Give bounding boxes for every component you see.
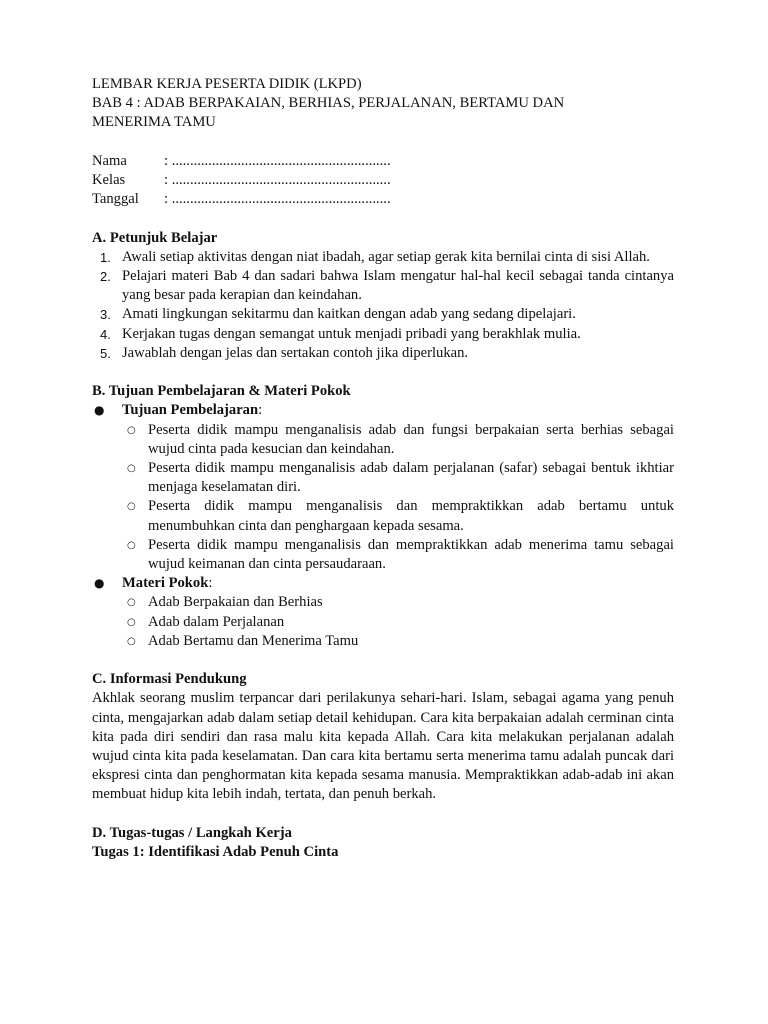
circle-bullet-icon: ○ [127, 635, 136, 647]
identity-row-nama [92, 152, 674, 171]
bullet-icon: ● [94, 403, 105, 418]
circle-bullet-icon: ○ [127, 424, 136, 436]
list-item [92, 344, 674, 363]
colon: : [258, 402, 263, 419]
section-d-heading: D. Tugas-tugas / Langkah Kerja [92, 824, 292, 841]
worksheet-page [92, 75, 674, 862]
list-item [92, 325, 674, 344]
identity-row-kelas [92, 171, 674, 190]
sub-list-text: Peserta didik mampu menganalisis adab dan fungsi berpakaian serta berhias sebagai wujud cinta pada kesucian dan keindahan. [148, 421, 674, 457]
tujuan-label: Tujuan Pembelajaran [122, 402, 259, 419]
tujuan-sublist [122, 421, 674, 575]
sub-list-text: Adab Berpakaian dan Berhias [148, 594, 323, 611]
chapter-title-line2: MENERIMA TAMU [92, 114, 216, 131]
sub-list-item [122, 632, 674, 651]
identity-block [92, 152, 674, 210]
colon: : [208, 575, 213, 592]
identity-blank: : ............................................................ [164, 191, 391, 208]
materi-sublist [122, 593, 674, 651]
list-number: 1. [100, 249, 111, 265]
sub-list-text: Adab dalam Perjalanan [148, 613, 285, 630]
sub-list-item [122, 421, 674, 459]
sub-list-text: Peserta didik mampu menganalisis dan mempraktikkan adab menerima tamu sebagai wujud keimanan dan cinta persaudaraan. [148, 536, 674, 573]
chapter-title-line1: BAB 4 : ADAB BERPAKAIAN, BERHIAS, PERJALANAN, BERTAMU DAN [92, 95, 565, 112]
tujuan-item [92, 401, 674, 574]
list-item [92, 305, 674, 324]
circle-bullet-icon: ○ [127, 539, 136, 551]
list-number: 3. [100, 307, 111, 323]
identity-label: Kelas [92, 172, 126, 188]
sub-list-item [122, 497, 674, 535]
identity-label: Tanggal [92, 191, 139, 208]
sub-list-item [122, 613, 674, 632]
circle-bullet-icon: ○ [127, 501, 136, 513]
list-item [92, 267, 674, 305]
sub-list-text: Peserta didik mampu menganalisis dan mempraktikkan adab bertamu untuk menumbuhkan cinta dan penghargaan kepada sesama. [148, 498, 674, 534]
sub-list-item [122, 459, 674, 497]
section-c-heading: C. Informasi Pendukung [92, 671, 247, 688]
circle-bullet-icon: ○ [127, 463, 136, 475]
identity-row-tanggal [92, 190, 674, 209]
circle-bullet-icon: ○ [127, 616, 136, 628]
circle-bullet-icon: ○ [127, 597, 136, 609]
petunjuk-list [92, 248, 674, 363]
list-item-text: Amati lingkungan sekitarmu dan kaitkan dengan adab yang sedang dipelajari. [122, 306, 576, 323]
document-title: LEMBAR KERJA PESERTA DIDIK (LKPD) [92, 76, 362, 92]
list-number: 2. [100, 269, 111, 284]
list-item-text: Jawablah dengan jelas dan sertakan contoh jika diperlukan. [122, 344, 469, 361]
list-item-text: Kerjakan tugas dengan semangat untuk menjadi pribadi yang berakhlak mulia. [122, 325, 581, 342]
sub-list-text: Peserta didik mampu menganalisis adab dalam perjalanan (safar) sebagai bentuk ikhtiar menjaga keselamatan diri. [148, 460, 674, 496]
sub-list-text: Adab Bertamu dan Menerima Tamu [148, 632, 359, 649]
identity-label: Nama [92, 152, 127, 169]
list-number: 5. [100, 345, 111, 361]
list-item-text: Pelajari materi Bab 4 dan sadari bahwa Islam mengatur hal-hal kecil sebagai tanda cintanya yang besar pada kerapian dan keindahan. [122, 268, 674, 304]
sub-list-item [122, 593, 674, 612]
sub-list-item [122, 536, 674, 574]
identity-blank: : ............................................................ [164, 172, 391, 188]
materi-item [92, 574, 674, 651]
section-c-paragraph: Akhlak seorang muslim terpancar dari perilakunya sehari-hari. Islam, sebagai agama yang penuh cinta, mengajarkan adab dalam setiap detail kehidupan. Cara kita berpakaian adalah cerminan cinta kita pada diri sendiri dan rasa malu kita kepada Allah. Cara kita melakukan perjalanan adalah wujud cinta kita pada keselamatan. Dan cara kita bertamu serta menerima tamu adalah puncak dari ekspresi cinta dan penghormatan kita kepada sesama manusia. Mempraktikkan adab-adab ini akan membuat hidup kita lebih indah, tertata, dan penuh berkah. [92, 690, 674, 803]
section-b-heading: B. Tujuan Pembelajaran & Materi Pokok [92, 383, 351, 400]
list-item-text: Awali setiap aktivitas dengan niat ibadah, agar setiap gerak kita bernilai cinta di sisi Allah. [122, 248, 650, 265]
identity-blank: : ............................................................ [164, 152, 391, 169]
task-1-heading: Tugas 1: Identifikasi Adab Penuh Cinta [92, 844, 339, 861]
section-a-heading: A. Petunjuk Belajar [92, 229, 218, 246]
list-number: 4. [100, 326, 111, 342]
bullet-icon: ● [94, 576, 105, 591]
list-item [92, 248, 674, 267]
materi-label: Materi Pokok [122, 575, 209, 592]
tujuan-materi-list [92, 401, 674, 651]
